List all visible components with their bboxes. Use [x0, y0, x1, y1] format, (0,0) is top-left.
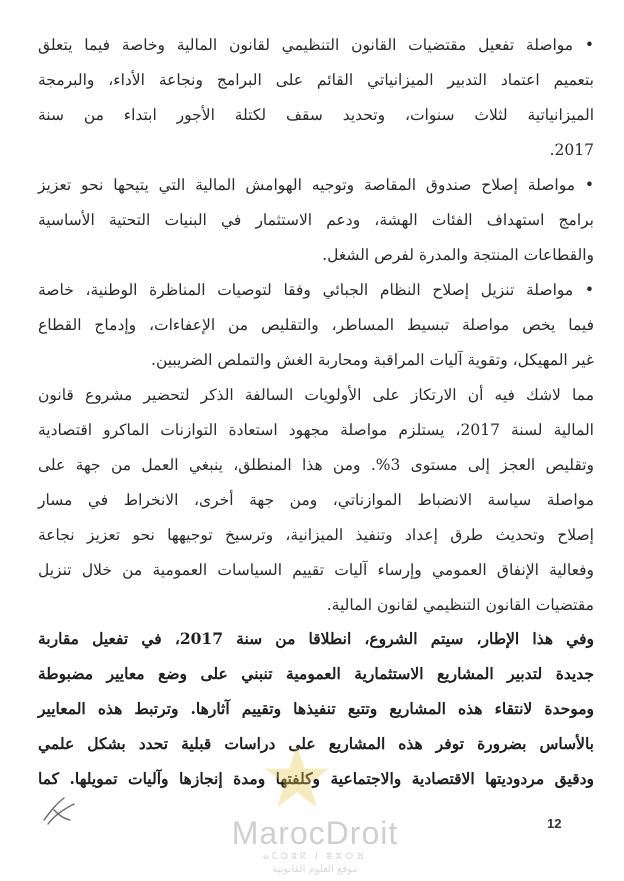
paragraph [38, 378, 594, 623]
text-line: برامج استهداف الفئات الهشة، ودعم الاستثمار في البنيات التحتية الأساسية [38, 211, 594, 229]
text-line: مما لاشك فيه أن الارتكاز على الأولويات السالفة الذكر لتحضير مشروع قانون [38, 386, 594, 404]
site-watermark [225, 815, 405, 881]
page-number: 12 [547, 816, 562, 831]
text-line: فيما يخص مواصلة تبسيط المساطر، والتقليص من الإعفاءات، وإدماج القطاع [38, 316, 594, 334]
text-line: • مواصلة إصلاح صندوق المقاصة وتوجيه الهوامش المالية التي يتيحها نحو تعزيز [38, 176, 594, 194]
bullet-item [38, 273, 594, 378]
text-line: بتعميم اعتماد التدبير الميزانياتي القائم على البرامج ونجاعة الأداء، والبرمجة [38, 71, 594, 89]
text-line: وفي هذا الإطار، سيتم الشروع، انطلاقا من سنة 2017، في تفعيل مقاربة [38, 629, 594, 648]
text-line: • مواصلة تنزيل إصلاح النظام الجبائي وفقا لتوصيات المناظرة الوطنية، خاصة [38, 281, 594, 299]
text-line: وتقليص العجز إلى مستوى 3%. ومن هذا المنطلق، ينبغي العمل من جهة على [38, 456, 594, 474]
text-line: مواصلة سياسة الانضباط الموازناتي، ومن جهة أخرى، الانخراط في مسار [38, 491, 594, 509]
text-line: وفعالية الإنفاق العمومي وإرساء آليات تقييم السياسات العمومية من خلال تنزيل [38, 561, 594, 579]
text-line: المالية لسنة 2017، يستلزم مواصلة مجهود استعادة التوازنات الماكرو اقتصادية [38, 421, 594, 439]
text-line: الميزانياتية لثلاث سنوات، وتحديد سقف لكتلة الأجور ابتداء من سنة [38, 106, 594, 124]
text-line: ودقيق مردوديتها الاقتصادية والاجتماعية وكلفتها ومدة إنجازها وآليات تمويلها. كما [38, 769, 594, 788]
text-line: والقطاعات المنتجة والمدرة لفرص الشغل. [322, 246, 594, 264]
text-line: إصلاح وتحديث طرق إعداد وتنفيذ الميزانية، وترسيخ توجيهها نحو تعزيز نجاعة [38, 526, 594, 544]
star-watermark-icon [262, 742, 332, 812]
watermark-tifinagh: ⴰⵎⵔⵓⴽ ⵏ ⵓⵣⵔⴼ [262, 852, 368, 862]
text-line: غير المهيكل، وتقوية آليات المراقبة ومحاربة الغش والتملص الضريبين. [151, 351, 594, 369]
text-line: جديدة لتدبير المشاريع الاستثمارية العمومية تنبني على وضع معايير مضبوطة [38, 664, 594, 683]
text-line: • مواصلة تفعيل مقتضيات القانون التنظيمي لقانون المالية وخاصة فيما يتعلق [38, 36, 594, 54]
bullet-item [38, 28, 594, 168]
text-line: مقتضيات القانون التنظيمي لقانون المالية. [326, 596, 594, 614]
bullet-item [38, 168, 594, 273]
text-line: وموحدة لانتقاء هذه المشاريع وتتبع تنفيذها وتقييم آثارها. وترتبط هذه المعايير [38, 699, 594, 718]
watermark-arabic: موقع العلوم القانونية [272, 864, 358, 875]
signature-icon [40, 790, 80, 830]
text-line: 2017. [549, 141, 594, 159]
text-line: بالأساس بضرورة توفر هذه المشاريع على دراسات قبلية تحدد بشكل علمي [38, 734, 594, 753]
watermark-logo: MarocDroit [231, 815, 399, 851]
